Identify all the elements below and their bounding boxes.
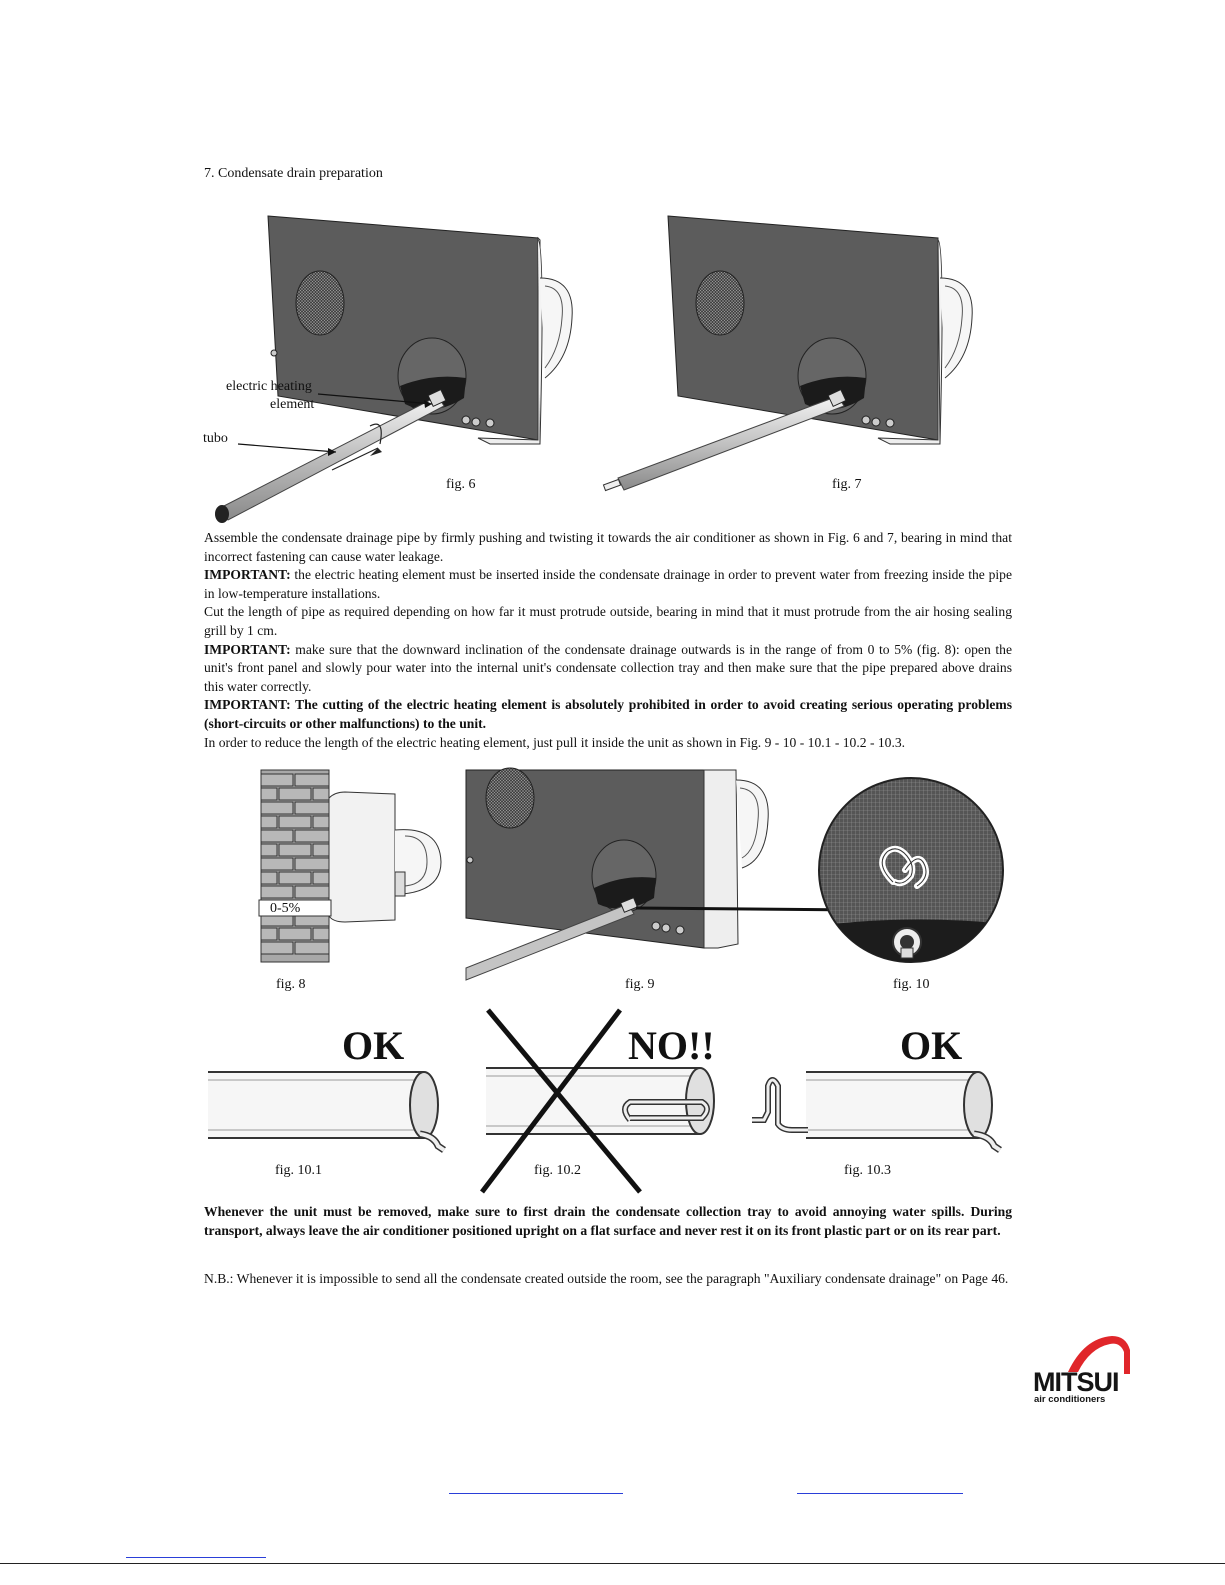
paragraph-removal-transport: Whenever the unit must be removed, make sure to first drain the condensate collection tray to avoid annoying water spills. During transport, always leave the air conditioner positioned upright on a flat surface and never rest it on its front plastic part or on its rear part. bbox=[204, 1204, 1012, 1238]
fig10-illustration bbox=[815, 774, 1007, 966]
caption-fig10-2: fig. 10.2 bbox=[534, 1163, 582, 1178]
instructions-text bbox=[204, 529, 1012, 752]
paragraph-reduce-length: In order to reduce the length of the electric heating element, just pull it inside the unit as shown in Fig. 9 - 10 - 10.1 - 10.2 - 10.3. bbox=[204, 734, 906, 750]
paragraph-important-heating: IMPORTANT: the electric heating element must be inserted inside the condensate drainage in order to prevent water from freezing inside the pipe in low-temperature installations. bbox=[204, 567, 1012, 601]
transport-text bbox=[204, 1203, 1012, 1240]
paragraph-important-cutting: IMPORTANT: The cutting of the electric heating element is absolutely prohibited in order to avoid creating serious operating problems (short-circuits or other malfunctions) to the unit. bbox=[204, 697, 1012, 731]
fig10-1-illustration bbox=[208, 1066, 448, 1156]
label-ok-left: OK bbox=[342, 1023, 405, 1068]
fig6-illustration bbox=[200, 208, 620, 518]
page-bottom-rule bbox=[0, 1563, 1225, 1564]
label-no: NO!! bbox=[628, 1023, 715, 1068]
footer-link-underline-1[interactable] bbox=[449, 1493, 623, 1494]
caption-fig10-3: fig. 10.3 bbox=[844, 1163, 892, 1178]
footer-link-underline-2[interactable] bbox=[797, 1493, 963, 1494]
fig8-illustration bbox=[255, 770, 455, 965]
fig7-illustration bbox=[600, 208, 1000, 498]
important-lead-2: IMPORTANT: bbox=[204, 641, 291, 657]
caption-fig8: fig. 8 bbox=[276, 977, 306, 992]
caption-fig10-1: fig. 10.1 bbox=[275, 1163, 323, 1178]
paragraph-important-inclination: IMPORTANT: make sure that the downward inclination of the condensate drainage outwards is in the range of from 0 to 5% (fig. 8): open the unit's front panel and slowly pour water into the internal unit's condensate collection tray and then make sure that the pipe prepared above drains this water correctly. bbox=[204, 641, 1012, 694]
important-lead-1: IMPORTANT: bbox=[204, 567, 291, 583]
fig10-2-illustration bbox=[480, 1006, 730, 1196]
logo-tagline: air conditioners bbox=[1034, 1394, 1106, 1405]
label-slope: 0-5% bbox=[270, 901, 301, 916]
footer-link-underline-3[interactable] bbox=[126, 1557, 266, 1558]
mitsui-logo bbox=[1030, 1334, 1130, 1410]
caption-fig10: fig. 10 bbox=[893, 977, 930, 992]
section-title: 7. Condensate drain preparation bbox=[204, 166, 383, 181]
paragraph-nb-auxiliary: N.B.: Whenever it is impossible to send all the condensate created outside the room, see the paragraph "Auxiliary condensate drainage" on Page 46. bbox=[204, 1271, 1009, 1286]
caption-fig7: fig. 7 bbox=[832, 477, 862, 492]
paragraph-assemble: Assemble the condensate drainage pipe by firmly pushing and twisting it towards the air conditioner as shown in Fig. 6 and 7, bearing in mind that incorrect fastening can cause water leakage. bbox=[204, 530, 1012, 564]
label-heating-element-line2: element bbox=[270, 397, 315, 412]
fig9-illustration bbox=[466, 770, 776, 985]
paragraph-cut-pipe: Cut the length of pipe as required depending on how far it must protrude outside, bearing in mind that it must protrude from the air hosing sealing grill by 1 cm. bbox=[204, 604, 1012, 638]
note-text bbox=[204, 1270, 1012, 1289]
caption-fig9: fig. 9 bbox=[625, 977, 655, 992]
logo-brand: MITSUI bbox=[1033, 1367, 1119, 1397]
caption-fig6: fig. 6 bbox=[446, 477, 476, 492]
label-tubo: tubo bbox=[203, 431, 228, 446]
label-ok-right: OK bbox=[900, 1023, 963, 1068]
fig10-3-illustration bbox=[752, 1064, 1006, 1158]
label-heating-element-line1: electric heating bbox=[226, 379, 312, 394]
